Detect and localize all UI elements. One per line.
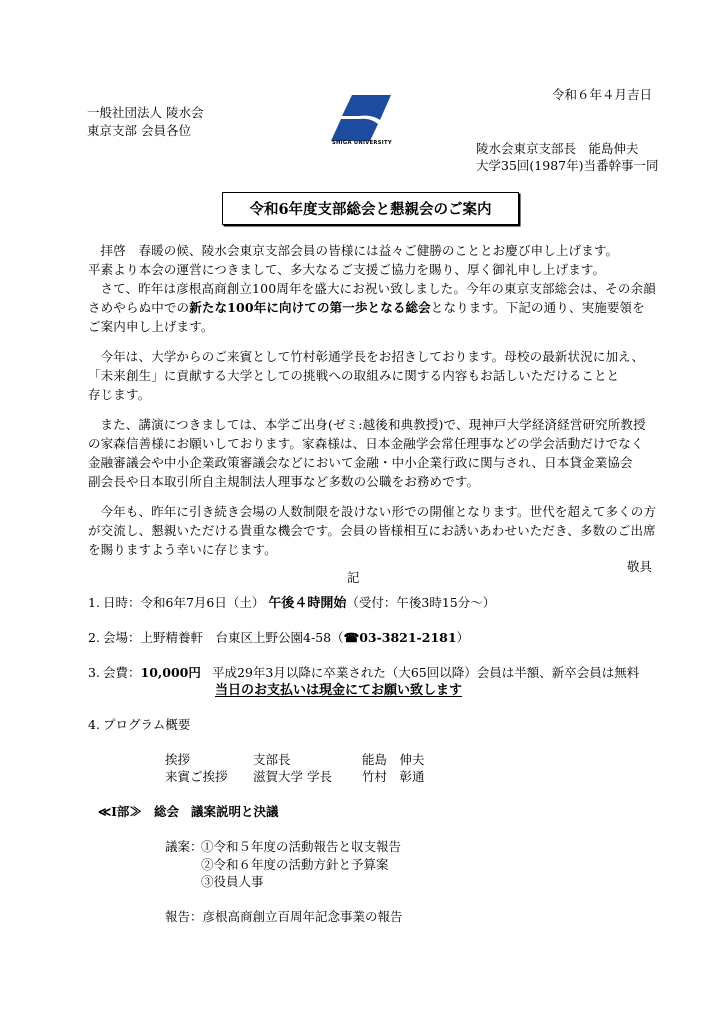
paragraph-greeting (88, 241, 656, 336)
greeting-name: 能島 伸夫 (362, 752, 425, 767)
agenda-label: 議案： (165, 839, 203, 854)
agenda-item: ①令和５年度の活動報告と収支報告 (201, 839, 402, 854)
body-line: を賜りますよう幸いに存じます。 (88, 541, 277, 557)
report-line (165, 908, 403, 926)
body-line: 平素より本会の運営につきまして、多大なるご支援ご協力を賜り、厚く御礼申し上げます。 (88, 261, 606, 277)
part-one-heading (98, 803, 278, 821)
venue-phone: 03-3821-2181 (359, 630, 457, 645)
item-number: 2. (88, 630, 100, 645)
report-text: 彦根高商創立百周年記念事業の報告 (202, 909, 403, 924)
venue-phone-close: ） (456, 630, 470, 645)
report-label: 報告： (165, 909, 203, 924)
body-line: 存じます。 (88, 386, 151, 402)
document-title-text: 令和6年度支部総会と懇親会のご案内 (249, 201, 492, 218)
item-venue (88, 629, 469, 647)
body-line: の家森信善様にお願いしております。家森様は、日本金融学会常任理事などの学会活動だけでなく (88, 435, 644, 451)
item-number: 4. (88, 717, 100, 732)
paragraph-guest (88, 347, 644, 404)
notice-heading: 記 (347, 570, 360, 585)
fee-amount: 10,000円 (140, 665, 201, 680)
reception-time: （受付：午後3時15分～） (346, 595, 496, 610)
issue-date: 令和６年４月吉日 (551, 87, 652, 102)
body-line: 今年は、大学からのご来賓として竹村彰通学長をお招きしております。母校の最新状況に加え、 (100, 348, 645, 364)
item-label: 日時： (103, 595, 141, 610)
body-line: 金融審議会や中小企業政策審議会などにおいて金融・中小企業行政に関与され、日本貸金業協会 (88, 454, 633, 470)
telephone-icon (344, 630, 360, 645)
greeting-role: 挨拶 (165, 752, 191, 767)
document-title (222, 192, 519, 225)
item-date (88, 594, 495, 613)
item-label: プログラム概要 (103, 717, 191, 732)
item-number: 3. (88, 665, 100, 680)
item-label: 会費： (103, 665, 141, 680)
greeting-name: 竹村 彰通 (362, 769, 425, 784)
logo-upper-shape (342, 95, 391, 120)
shiga-university-logo (331, 95, 391, 141)
sender-group: 大学35回(1987年)当番幹事一同 (476, 158, 659, 173)
paragraph-attendance (88, 502, 656, 559)
body-line: ご案内申し上げます。 (88, 318, 214, 334)
closing-word: 敬具 (626, 559, 652, 574)
body-line: また、講演につきましては、本学ご出身(ゼミ:越後和典教授)で、現神戸大学経済経営研究所教授 (100, 416, 646, 432)
body-line: 拝啓 春暖の候、陵水会東京支部会員の皆様には益々ご健勝のこととお慶び申し上げます。 (100, 242, 619, 258)
body-line: さて、昨年は彦根高商創立100周年を盛大にお祝い致しました。今年の東京支部総会は、その余韻 (100, 280, 656, 296)
logo-wordmark: SHIGA UNIVERSITY (332, 140, 392, 146)
greeting-role: 来賓ご挨拶 (165, 769, 228, 784)
sender-title: 陵水会東京支部長 能島伸夫 (476, 141, 639, 156)
body-text: さめやらぬ中での (88, 299, 190, 315)
logo-lower-shape (331, 119, 378, 141)
part-title: 総会 (153, 804, 179, 819)
recipient: 東京支部 会員各位 (87, 123, 191, 138)
emphasis-text: 新たな100年に向けての第一歩となる総会 (189, 299, 431, 315)
venue-address: 上野精養軒 台東区上野公園4-58（ (140, 630, 344, 645)
item-number: 1. (88, 595, 100, 610)
agenda-item: ②令和６年度の活動方針と予算案 (201, 856, 389, 872)
body-text: となります。下記の通り、実施要領を (430, 299, 645, 315)
body-line: が交流し、懇親いただける貴重な機会です。会員の皆様相互にお誘いあわせいただき、多数のご出席 (88, 522, 656, 538)
agenda-list (201, 838, 401, 891)
body-line: 今年も、昨年に引き続き会場の人数制限を設けない形での開催となります。世代を超えて多くの方 (100, 503, 657, 519)
item-label: 会場： (103, 630, 141, 645)
item-fee (88, 664, 201, 682)
fee-discount-note: 平成29年3月以降に卒業された（大65回以降）会員は半額、新卒会員は無料 (212, 665, 640, 680)
body-line: 「未来創生」に貢献する大学としての挑戦への取組みに関する内容もお話しいただけることと (88, 367, 620, 383)
recipient-organization: 一般社団法人 陵水会 (87, 105, 204, 120)
part-subtitle: 議案説明と決議 (190, 804, 279, 819)
paragraph-lecture (88, 415, 646, 491)
agenda-item: ③役員人事 (201, 874, 264, 889)
payment-note: 当日のお支払いは現金にてお願い致します (215, 683, 463, 698)
event-date: 令和6年7月6日（土） (140, 595, 265, 610)
greeting-title: 支部長 (253, 752, 291, 767)
greeting-title: 滋賀大学 学長 (253, 769, 332, 784)
body-line (88, 298, 656, 317)
start-time: 午後４時開始 (268, 596, 347, 611)
item-program (88, 716, 190, 734)
body-line: 副会長や日本取引所自主規制法人理事など多数の公職をお務めです。 (88, 473, 480, 489)
part-label: ≪Ⅰ部≫ (98, 804, 142, 819)
